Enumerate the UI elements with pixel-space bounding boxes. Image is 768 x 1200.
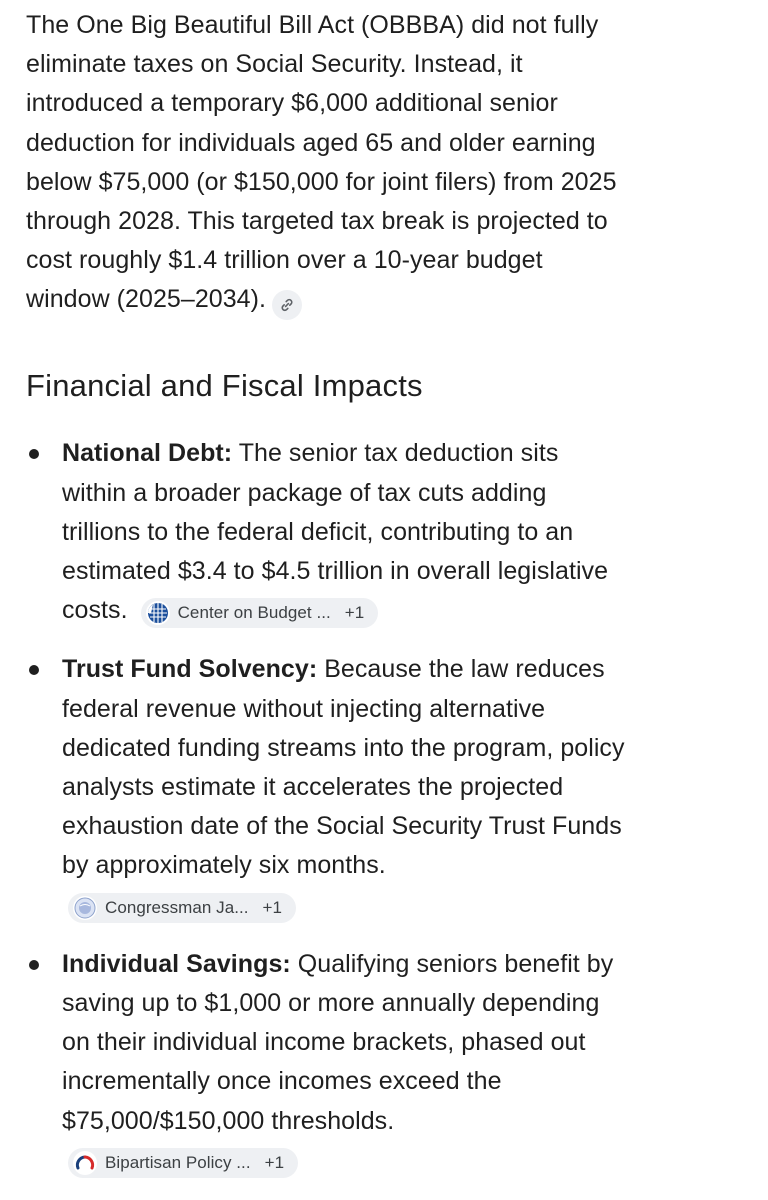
cbpp-logo-icon <box>146 601 170 625</box>
source-chip[interactable] <box>68 1148 298 1178</box>
source-count: +1 <box>264 1152 285 1172</box>
bullet-title: Individual Savings: <box>62 949 291 978</box>
source-chip[interactable] <box>68 893 296 923</box>
bullet-text: The senior tax deduction sits within a broader package of tax cuts adding trillions to the federal deficit, contributing to an estimated $3.4 to $4.5 trillion in overall legislative costs. <box>62 439 609 625</box>
bpc-logo-icon <box>73 1151 97 1175</box>
globe-icon <box>73 896 97 920</box>
intro-text: The One Big Beautiful Bill Act (OBBBA) did not fully eliminate taxes on Social Security. Instead, it introduced a temporary $6,000 additional senior deduction for individuals aged 65 and older earning below $75,000 (or $150,000 for joint filers) from 2025 through 2028. This targeted tax break is projected to cost roughly $1.4 trillion over a 10-year budget window (2025–2034). <box>26 11 617 314</box>
bullet-dot <box>29 665 39 675</box>
source-label: Congressman Ja... <box>105 897 249 917</box>
list-item <box>26 945 626 1180</box>
source-label: Bipartisan Policy ... <box>105 1152 251 1172</box>
bullet-title: Trust Fund Solvency: <box>62 655 318 684</box>
impacts-list <box>26 434 626 1180</box>
bullet-title: National Debt: <box>62 439 233 468</box>
bullet-text: Qualifying seniors benefit by saving up to $1,000 or more annually depending on their individual income brackets, phased out incrementally once incomes exceed the $75,000/$150,000 thresholds. <box>62 949 614 1135</box>
link-icon[interactable] <box>272 290 302 320</box>
source-count: +1 <box>262 897 283 917</box>
list-item <box>26 434 626 630</box>
bullet-dot <box>29 960 39 970</box>
section-heading: Financial and Fiscal Impacts <box>26 368 423 404</box>
list-item <box>26 650 626 924</box>
ai-answer <box>26 6 626 1200</box>
intro-paragraph <box>26 6 626 320</box>
bullet-text: Because the law reduces federal revenue without injecting alternative dedicated funding streams into the program, policy analysts estimate it accelerates the projected exhaustion date of the Social Security Trust Funds by approximately six months. <box>62 655 625 880</box>
bullet-dot <box>29 449 39 459</box>
source-chip[interactable] <box>141 598 379 628</box>
source-count: +1 <box>344 603 365 623</box>
source-label: Center on Budget ... <box>177 603 331 623</box>
